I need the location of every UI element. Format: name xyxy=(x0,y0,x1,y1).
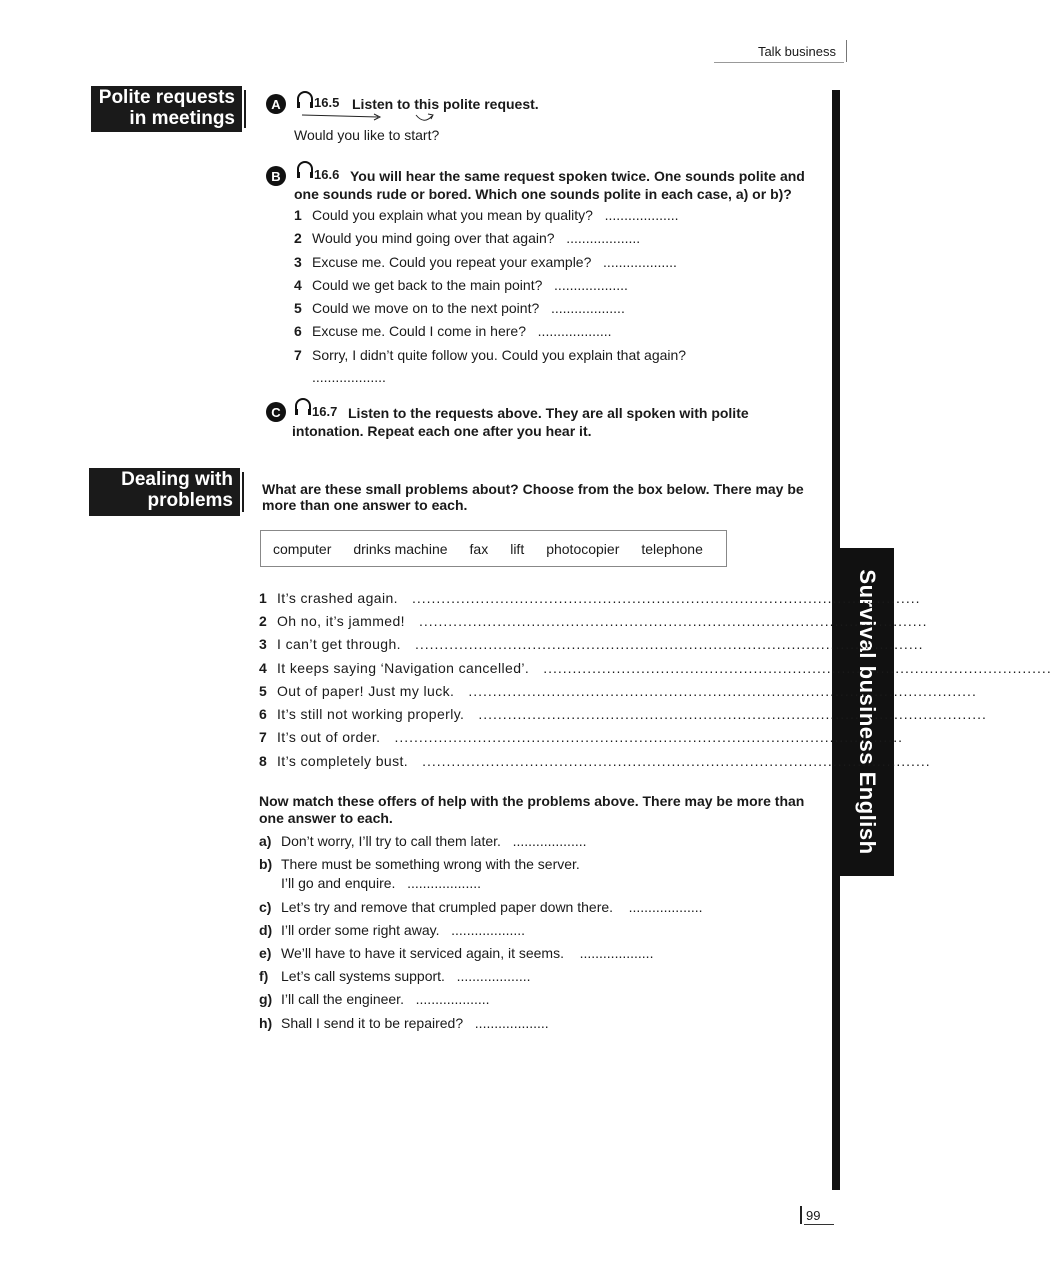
answer-blank[interactable]: ................... xyxy=(456,968,531,984)
answer-blank[interactable]: ........................................................................................................ xyxy=(422,753,931,769)
answer-blank[interactable]: ................... xyxy=(566,230,641,246)
answer-blank[interactable]: ........................................................................................................ xyxy=(468,683,977,699)
item-number: 3 xyxy=(294,254,302,270)
problem-row xyxy=(259,683,977,705)
answer-blank[interactable]: ................... xyxy=(537,323,612,339)
offer-text: Let’s try and remove that crumpled paper down there. xyxy=(281,899,614,915)
answer-blank[interactable]: ................... xyxy=(407,875,481,891)
list-item xyxy=(294,230,640,246)
headphones-icon xyxy=(293,397,313,422)
instruction-b-line: You will hear the same request spoken twice. One sounds polite and xyxy=(350,168,805,184)
answer-blank[interactable]: ........................................................................................................ xyxy=(411,590,921,606)
problem-text: Oh no, it’s jammed! xyxy=(277,613,405,629)
item-number: 6 xyxy=(259,706,267,722)
answer-blank[interactable]: ................... xyxy=(603,254,677,270)
answer-blank[interactable]: ................... xyxy=(312,369,386,385)
header-tick xyxy=(846,40,847,62)
problem-text: It’s still not working properly. xyxy=(277,706,465,722)
offer-item xyxy=(259,921,525,939)
instruction-c-line: Listen to the requests above. They are all spoken with polite xyxy=(348,405,749,421)
section-heading-dealing-with-problems xyxy=(89,468,240,516)
header-rule xyxy=(714,62,844,63)
item-number: 3 xyxy=(259,636,267,652)
list-item xyxy=(294,300,625,316)
item-number: 5 xyxy=(294,300,302,316)
list-item xyxy=(294,347,686,363)
offer-letter: b) xyxy=(259,856,273,872)
item-number: 2 xyxy=(259,613,267,629)
offer-letter: c) xyxy=(259,899,272,915)
headphones-icon xyxy=(295,160,315,185)
offer-text: Let’s call systems support. xyxy=(281,968,445,984)
instruction-a: Listen to this polite request. xyxy=(352,96,539,112)
page-number-tick xyxy=(800,1206,802,1224)
track-number: 16.7 xyxy=(312,404,338,419)
item-number: 5 xyxy=(259,683,267,699)
offer-text: There must be something wrong with the server. xyxy=(281,856,580,872)
side-tab-label: Survival business English xyxy=(855,569,880,855)
answer-blank[interactable]: ................... xyxy=(554,277,628,293)
word-box-item: telephone xyxy=(641,540,703,557)
item-text: Excuse me. Could you repeat your example? xyxy=(312,254,592,270)
answer-blank[interactable]: ........................................................................................................ xyxy=(543,660,1052,676)
section-heading-line: Polite requests xyxy=(98,87,235,108)
offer-letter: d) xyxy=(259,922,273,938)
item-text: Could you explain what you mean by quality? xyxy=(312,207,593,223)
item-number: 1 xyxy=(259,590,267,606)
problem-text: Out of paper! Just my luck. xyxy=(277,683,455,699)
problem-row xyxy=(259,753,931,775)
offer-letter: f) xyxy=(259,968,269,984)
instruction-b-line: one sounds rude or bored. Which one sounds polite in each case, a) or b)? xyxy=(294,186,792,202)
word-box-item: lift xyxy=(510,540,525,557)
problem-text: It’s out of order. xyxy=(277,729,381,745)
item-number: 6 xyxy=(294,323,302,339)
answer-blank[interactable]: ................... xyxy=(550,300,625,316)
section-heading-line: Dealing with xyxy=(121,469,233,490)
exercise-badge-b: B xyxy=(266,166,286,186)
offer-item xyxy=(259,990,490,1008)
list-item xyxy=(294,254,677,270)
word-box-item: drinks machine xyxy=(353,540,448,557)
problem-row xyxy=(259,729,903,751)
word-box-item: computer xyxy=(273,540,332,557)
item-number: 7 xyxy=(294,347,302,363)
offer-text: I’ll call the engineer. xyxy=(281,991,404,1007)
problem-row xyxy=(259,590,921,612)
section-heading-line: problems xyxy=(147,490,233,511)
offer-text: Shall I send it to be repaired? xyxy=(281,1015,464,1031)
answer-blank[interactable]: ................... xyxy=(628,899,703,915)
answer-blank[interactable]: ................... xyxy=(451,922,526,938)
item-number: 7 xyxy=(259,729,267,745)
problem-text: I can’t get through. xyxy=(277,636,401,652)
answer-blank[interactable]: ................... xyxy=(512,833,587,849)
item-text: Excuse me. Could I come in here? xyxy=(312,323,526,339)
offer-item xyxy=(259,832,587,850)
section-heading-line: in meetings xyxy=(129,108,235,129)
answer-blank[interactable]: ........................................................................................................ xyxy=(478,706,987,722)
item-text: Could we move on to the next point? xyxy=(312,300,540,316)
item-number: 2 xyxy=(294,230,302,246)
problem-row xyxy=(259,613,928,635)
problem-row xyxy=(259,660,1052,682)
item-text: Could we get back to the main point? xyxy=(312,277,543,293)
offer-text: I’ll go and enquire. xyxy=(281,875,396,891)
offer-letter: h) xyxy=(259,1015,273,1031)
problem-text: It’s crashed again. xyxy=(277,590,398,606)
word-box xyxy=(260,530,727,567)
item-number: 1 xyxy=(294,207,302,223)
item-text: Would you mind going over that again? xyxy=(312,230,555,246)
section-heading-polite-requests xyxy=(91,86,242,132)
offer-letter: g) xyxy=(259,991,273,1007)
answer-blank[interactable]: ........................................................................................................ xyxy=(394,729,903,745)
page-number-rule xyxy=(804,1224,834,1225)
problem-row xyxy=(259,636,924,658)
list-item xyxy=(294,323,612,339)
page-header-title: Talk business xyxy=(757,44,836,59)
problem-text: It’s completely bust. xyxy=(277,753,409,769)
match-instruction-line: one answer to each. xyxy=(259,810,393,826)
page-number: 99 xyxy=(806,1208,821,1223)
item-number: 8 xyxy=(259,753,267,769)
list-item xyxy=(294,277,628,293)
offer-letter: a) xyxy=(259,833,272,849)
problem-row xyxy=(259,706,987,728)
word-box-item: fax xyxy=(469,540,489,557)
answer-blank[interactable]: ........................................................................................................ xyxy=(418,613,928,629)
offer-item xyxy=(259,1014,549,1032)
instruction-problems-line: What are these small problems about? Choose from the box below. There may be xyxy=(262,481,804,497)
instruction-c-line: intonation. Repeat each one after you hear it. xyxy=(292,423,592,439)
answer-blank[interactable]: ........................................................................................................ xyxy=(414,636,924,652)
item-number: 4 xyxy=(294,277,302,293)
offer-text: I’ll order some right away. xyxy=(281,922,440,938)
item-number: 4 xyxy=(259,660,267,676)
problem-text: It keeps saying ‘Navigation cancelled’. xyxy=(277,660,530,676)
exercise-badge-c: C xyxy=(266,402,286,422)
offer-text: Don’t worry, I’ll try to call them later. xyxy=(281,833,501,849)
exercise-badge-a: A xyxy=(266,94,286,114)
offer-item xyxy=(259,855,580,873)
offer-letter: e) xyxy=(259,945,272,961)
offer-item-continued xyxy=(281,874,481,892)
track-number: 16.5 xyxy=(314,95,340,110)
answer-blank[interactable]: ................... xyxy=(604,207,679,223)
answer-blank[interactable]: ................... xyxy=(415,991,490,1007)
instruction-problems-line: more than one answer to each. xyxy=(262,497,468,513)
offer-text: We’ll have to have it serviced again, it seems. xyxy=(281,945,564,961)
match-instruction-line: Now match these offers of help with the problems above. There may be more than xyxy=(259,793,805,809)
offer-item xyxy=(259,967,531,985)
item-text: Sorry, I didn’t quite follow you. Could you explain that again? xyxy=(312,347,687,363)
track-number: 16.6 xyxy=(314,167,340,182)
example-sentence: Would you like to start? xyxy=(294,127,440,143)
answer-blank[interactable]: ................... xyxy=(579,945,654,961)
list-item xyxy=(294,207,679,223)
answer-blank[interactable]: ................... xyxy=(474,1015,549,1031)
offer-item xyxy=(259,944,653,962)
word-box-item: photocopier xyxy=(546,540,620,557)
offer-item xyxy=(259,898,703,916)
